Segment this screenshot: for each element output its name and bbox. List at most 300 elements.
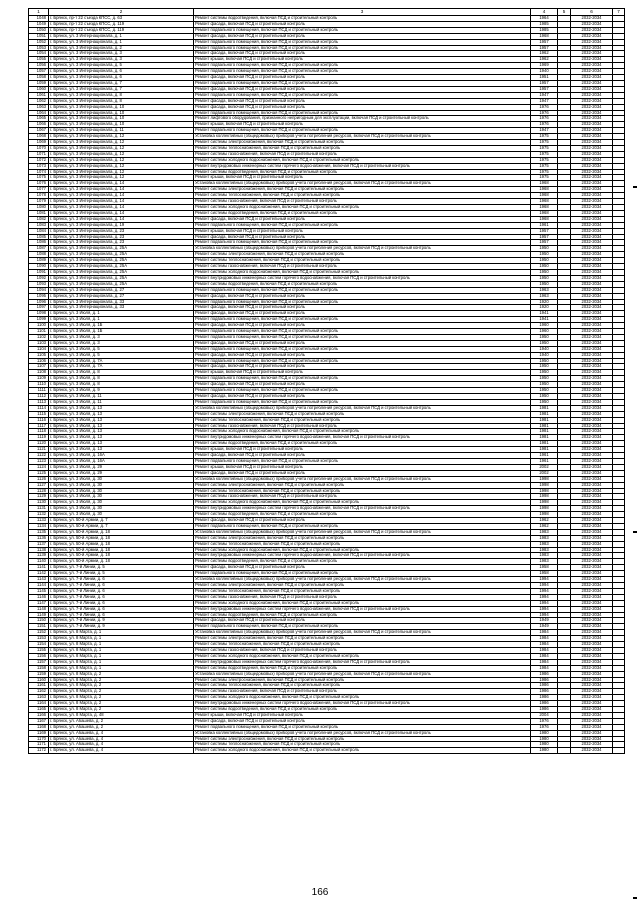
row-number-cell: 1089 xyxy=(29,258,49,264)
period-cell: 2032-2034 xyxy=(571,140,613,146)
year-cell: 1976 xyxy=(531,724,558,730)
row-number-cell: 1080 xyxy=(29,205,49,211)
row-number-cell: 1140 xyxy=(29,559,49,565)
address-cell: г. Брянск, ул. Абашева, д. 4 xyxy=(49,730,194,736)
year-cell: 1981 xyxy=(531,435,558,441)
period-cell: 2032-2034 xyxy=(571,370,613,376)
row-number-cell: 1168 xyxy=(29,724,49,730)
address-cell: г. Брянск, ул. 8 Марта, д. 1 xyxy=(49,659,194,665)
row-number-cell: 1079 xyxy=(29,199,49,205)
period-cell: 2032-2034 xyxy=(571,240,613,246)
address-cell: г. Брянск, ул. 3 Интернационала, д. 10 xyxy=(49,104,194,110)
row-number-cell: 1092 xyxy=(29,275,49,281)
period-cell: 2032-2034 xyxy=(571,494,613,500)
address-cell: г. Брянск, ул. 3 Интернационала, д. 10 xyxy=(49,110,194,116)
address-cell: г. Брянск, ул. 50-й Армии, д. 18 xyxy=(49,529,194,535)
row-number-cell: 1074 xyxy=(29,169,49,175)
empty-cell xyxy=(558,748,571,754)
address-cell: г. Брянск, ул. 7-й Линии, д. 6 xyxy=(49,588,194,594)
year-cell: 1986 xyxy=(531,695,558,701)
period-cell: 2032-2034 xyxy=(571,246,613,252)
address-cell: г. Брянск, ул. 3 Интернационала, д. 14 xyxy=(49,210,194,216)
column-header-number: 1 xyxy=(29,9,49,16)
address-cell: г. Брянск, ул. Абашева, д. 2 xyxy=(49,718,194,724)
register-table-container xyxy=(28,8,624,754)
row-number-cell: 1101 xyxy=(29,329,49,335)
period-cell: 2032-2034 xyxy=(571,730,613,736)
year-cell: 1998 xyxy=(531,476,558,482)
row-number-cell: 1090 xyxy=(29,264,49,270)
period-cell: 2032-2034 xyxy=(571,707,613,713)
period-cell: 2032-2034 xyxy=(571,187,613,193)
year-cell: 1986 xyxy=(531,683,558,689)
year-cell: 1960 xyxy=(531,329,558,335)
year-cell: 1950 xyxy=(531,264,558,270)
year-cell: 1975 xyxy=(531,163,558,169)
row-number-cell: 1147 xyxy=(29,600,49,606)
year-cell: 1920 xyxy=(531,299,558,305)
period-cell: 2032-2034 xyxy=(571,293,613,299)
work-type-cell: Ремонт крыши, включая ПСД и строительный контроль xyxy=(194,228,531,234)
period-cell: 2032-2034 xyxy=(571,724,613,730)
year-cell: 1962 xyxy=(531,518,558,524)
period-cell: 2032-2034 xyxy=(571,488,613,494)
year-cell: 1950 xyxy=(531,394,558,400)
table-body xyxy=(29,16,625,754)
year-cell: 1940 xyxy=(531,69,558,75)
address-cell: г. Брянск, ул. 3 Июля, д. 30 xyxy=(49,476,194,482)
work-type-cell: Ремонт системы холодного водоснабжения, включая ПСД и строительный контроль xyxy=(194,429,531,435)
period-cell: 2032-2034 xyxy=(571,441,613,447)
address-cell: г. Брянск, ул. 3 Интернационала, д. 12 xyxy=(49,140,194,146)
period-cell: 2032-2034 xyxy=(571,252,613,258)
year-cell: 1998 xyxy=(531,512,558,518)
address-cell: г. Брянск, ул. 3 Интернационала, д. 3 xyxy=(49,51,194,57)
address-cell: г. Брянск, пр-т 22 съезда КПСС, д. 119 xyxy=(49,27,194,33)
table-row xyxy=(29,748,625,754)
margin-mark xyxy=(633,186,637,188)
period-cell: 2032-2034 xyxy=(571,205,613,211)
period-cell: 2032-2034 xyxy=(571,399,613,405)
row-number-cell: 1107 xyxy=(29,364,49,370)
address-cell: г. Брянск, ул. 8 Марта, д. 1 xyxy=(49,636,194,642)
year-cell: 1998 xyxy=(531,488,558,494)
period-cell: 2032-2034 xyxy=(571,482,613,488)
row-number-cell: 1128 xyxy=(29,488,49,494)
year-cell: 1950 xyxy=(531,358,558,364)
year-cell: 1958 xyxy=(531,565,558,571)
period-cell: 2032-2034 xyxy=(571,21,613,27)
period-cell: 2032-2034 xyxy=(571,388,613,394)
address-cell: г. Брянск, ул. 3 Интернационала, д. 11 xyxy=(49,128,194,134)
register-table xyxy=(28,8,625,754)
period-cell: 2032-2034 xyxy=(571,541,613,547)
row-number-cell: 1093 xyxy=(29,281,49,287)
address-cell: г. Брянск, ул. 3 Интернационала, д. 12 xyxy=(49,175,194,181)
year-cell: 1968 xyxy=(531,193,558,199)
year-cell: 1964 xyxy=(531,16,558,22)
work-type-cell: Ремонт системы электроснабжения, включая ПСД и строительный контроль xyxy=(194,187,531,193)
address-cell: г. Брянск, ул. 3 Интернационала, д. 6 xyxy=(49,75,194,81)
address-cell: г. Брянск, ул. 3 Интернационала, д. 25А xyxy=(49,246,194,252)
work-type-cell: Ремонт системы водоотведения, включая ПСД и строительный контроль xyxy=(194,665,531,671)
row-number-cell: 1077 xyxy=(29,187,49,193)
row-number-cell: 1051 xyxy=(29,33,49,39)
row-number-cell: 1137 xyxy=(29,541,49,547)
period-cell: 2032-2034 xyxy=(571,447,613,453)
period-cell: 2032-2034 xyxy=(571,210,613,216)
address-cell: г. Брянск, ул. 3 Интернационала, д. 2 xyxy=(49,45,194,51)
work-type-cell: Ремонт фасада, включая ПСД и строительный контроль xyxy=(194,234,531,240)
row-number-cell: 1161 xyxy=(29,683,49,689)
period-cell: 2032-2034 xyxy=(571,636,613,642)
year-cell: 1998 xyxy=(531,506,558,512)
period-cell: 2032-2034 xyxy=(571,69,613,75)
work-type-cell: Ремонт фасада, включая ПСД и строительный контроль xyxy=(194,340,531,346)
address-cell: г. Брянск, ул. 3 Интернационала, д. 10 xyxy=(49,116,194,122)
row-number-cell: 1144 xyxy=(29,583,49,589)
address-cell: г. Брянск, ул. 3 Интернационала, д. 3 xyxy=(49,57,194,63)
row-number-cell: 1110 xyxy=(29,382,49,388)
period-cell: 2032-2034 xyxy=(571,630,613,636)
row-number-cell: 1050 xyxy=(29,27,49,33)
address-cell: г. Брянск, ул. 3 Интернационала, д. 25А xyxy=(49,275,194,281)
work-type-cell: Ремонт внутридомовых инженерных систем горячего водоснабжения, включая ПСД и строительный контроль xyxy=(194,606,531,612)
year-cell: 1968 xyxy=(531,210,558,216)
work-type-cell: Ремонт системы водоотведения, включая ПСД и строительный контроль xyxy=(194,169,531,175)
row-number-cell: 1162 xyxy=(29,689,49,695)
address-cell: г. Брянск, ул. 3 Июля, д. 30 xyxy=(49,482,194,488)
period-cell: 2032-2034 xyxy=(571,394,613,400)
address-cell: г. Брянск, ул. 3 Интернационала, д. 7 xyxy=(49,86,194,92)
work-type-cell: Ремонт системы газоснабжения, включая ПСД и строительный контроль xyxy=(194,594,531,600)
address-cell: г. Брянск, ул. 3 Интернационала, д. 25А xyxy=(49,264,194,270)
period-cell: 2032-2034 xyxy=(571,695,613,701)
period-cell: 2032-2034 xyxy=(571,134,613,140)
address-cell: г. Брянск, ул. 50-й Армии, д. 18 xyxy=(49,541,194,547)
row-number-cell: 1126 xyxy=(29,476,49,482)
row-number-cell: 1068 xyxy=(29,134,49,140)
address-cell: г. Брянск, ул. 8 Марта, д. 2 xyxy=(49,689,194,695)
work-type-cell: Ремонт крыши, включая ПСД и строительный контроль xyxy=(194,122,531,128)
year-cell: 1976 xyxy=(531,110,558,116)
work-type-cell: Ремонт фасада, включая ПСД и строительный контроль xyxy=(194,293,531,299)
work-type-cell: Ремонт фасада, включая ПСД и строительный контроль xyxy=(194,216,531,222)
year-cell: 1981 xyxy=(531,441,558,447)
year-cell: 1985 xyxy=(531,27,558,33)
work-type-cell: Установка коллективных (общедомовых) приборов учета потребления ресурсов, включая ПСД и строительный контроль xyxy=(194,134,531,140)
address-cell: г. Брянск, ул. 3 Интернационала, д. 5 xyxy=(49,63,194,69)
address-cell: г. Брянск, ул. 3 Июля, д. 13 xyxy=(49,447,194,453)
year-cell: 1951 xyxy=(531,75,558,81)
address-cell: г. Брянск, ул. 3 Интернационала, д. 14 xyxy=(49,193,194,199)
row-number-cell: 1086 xyxy=(29,240,49,246)
work-type-cell: Ремонт фасада, включая ПСД и строительный контроль xyxy=(194,311,531,317)
year-cell: 1950 xyxy=(531,275,558,281)
row-number-cell: 1171 xyxy=(29,742,49,748)
period-cell: 2032-2034 xyxy=(571,742,613,748)
work-type-cell: Ремонт подвального помещения, включая ПСД и строительный контроль xyxy=(194,92,531,98)
row-number-cell: 1124 xyxy=(29,464,49,470)
period-cell: 2032-2034 xyxy=(571,305,613,311)
period-cell: 2032-2034 xyxy=(571,523,613,529)
period-cell: 2032-2034 xyxy=(571,470,613,476)
row-number-cell: 1057 xyxy=(29,69,49,75)
row-number-cell: 1166 xyxy=(29,712,49,718)
row-number-cell: 1129 xyxy=(29,494,49,500)
year-cell: 1984 xyxy=(531,659,558,665)
address-cell: г. Брянск, ул. 8 Марта, д. 2 xyxy=(49,671,194,677)
address-cell: г. Брянск, ул. 3 Интернационала, д. 14 xyxy=(49,181,194,187)
row-number-cell: 1119 xyxy=(29,435,49,441)
work-type-cell: Ремонт фасада, включая ПСД и строительный контроль xyxy=(194,394,531,400)
period-cell: 2032-2034 xyxy=(571,329,613,335)
year-cell: 1949 xyxy=(531,624,558,630)
period-cell: 2032-2034 xyxy=(571,287,613,293)
year-cell: 1984 xyxy=(531,665,558,671)
work-type-cell: Ремонт подвального помещения, включая ПСД и строительный контроль xyxy=(194,240,531,246)
year-cell: 1976 xyxy=(531,104,558,110)
row-number-cell: 1061 xyxy=(29,92,49,98)
row-number-cell: 1154 xyxy=(29,642,49,648)
address-cell: г. Брянск, ул. 3 Интернационала, д. 27 xyxy=(49,293,194,299)
work-type-cell: Ремонт подвального помещения, включая ПСД и строительный контроль xyxy=(194,299,531,305)
row-number-cell: 1156 xyxy=(29,653,49,659)
address-cell: г. Брянск, ул. 8 Марта, д. 2 xyxy=(49,707,194,713)
address-cell: г. Брянск, ул. 7-й Линии, д. 9 xyxy=(49,624,194,630)
year-cell: 1981 xyxy=(531,429,558,435)
period-cell: 2032-2034 xyxy=(571,86,613,92)
row-number-cell: 1125 xyxy=(29,470,49,476)
work-type-cell: Ремонт системы теплоснабжения, включая ПСД и строительный контроль xyxy=(194,193,531,199)
work-type-cell: Ремонт крыши, включая ПСД и строительный контроль xyxy=(194,57,531,63)
year-cell: 1976 xyxy=(531,122,558,128)
row-number-cell: 1055 xyxy=(29,57,49,63)
year-cell: 1984 xyxy=(531,653,558,659)
period-cell: 2032-2034 xyxy=(571,659,613,665)
address-cell: г. Брянск, ул. 8 Марта, д. 1 xyxy=(49,647,194,653)
row-number-cell: 1153 xyxy=(29,636,49,642)
year-cell: 1950 xyxy=(531,246,558,252)
margin-mark xyxy=(633,531,637,533)
work-type-cell: Ремонт подвального помещения, включая ПСД и строительный контроль xyxy=(194,523,531,529)
year-cell: 1960 xyxy=(531,323,558,329)
period-cell: 2032-2034 xyxy=(571,122,613,128)
row-number-cell: 1120 xyxy=(29,441,49,447)
year-cell: 1986 xyxy=(531,677,558,683)
work-type-cell: Ремонт внутридомовых инженерных систем горячего водоснабжения, включая ПСД и строительный контроль xyxy=(194,506,531,512)
address-cell: г. Брянск, ул. 8 Марта, д. 1 xyxy=(49,630,194,636)
header-row xyxy=(29,9,625,16)
year-cell: 1950 xyxy=(531,382,558,388)
row-number-cell: 1108 xyxy=(29,370,49,376)
address-cell: г. Брянск, ул. 3 Июля, д. 30 xyxy=(49,506,194,512)
address-cell: г. Брянск, ул. 3 Интернационала, д. 14 xyxy=(49,205,194,211)
period-cell: 2032-2034 xyxy=(571,559,613,565)
period-cell: 2032-2034 xyxy=(571,33,613,39)
work-type-cell: Ремонт системы водоотведения, включая ПСД и строительный контроль xyxy=(194,559,531,565)
address-cell: г. Брянск, ул. 3 Интернационала, д. 27 xyxy=(49,287,194,293)
year-cell: 1957 xyxy=(531,86,558,92)
work-type-cell: Ремонт крыши, включая ПСД и строительный контроль xyxy=(194,370,531,376)
year-cell: 1975 xyxy=(531,145,558,151)
period-cell: 2032-2034 xyxy=(571,553,613,559)
address-cell: г. Брянск, ул. 3 Июля, д. 8 xyxy=(49,376,194,382)
period-cell: 2032-2034 xyxy=(571,181,613,187)
period-cell: 2032-2034 xyxy=(571,417,613,423)
row-number-cell: 1143 xyxy=(29,577,49,583)
row-number-cell: 1141 xyxy=(29,565,49,571)
year-cell: 1950 xyxy=(531,269,558,275)
period-cell: 2032-2034 xyxy=(571,577,613,583)
address-cell: г. Брянск, ул. 8 Марта, д. 1 xyxy=(49,642,194,648)
work-type-cell: Ремонт системы холодного водоснабжения, включая ПСД и строительный контроль xyxy=(194,500,531,506)
period-cell: 2032-2034 xyxy=(571,352,613,358)
year-cell: 1950 xyxy=(531,334,558,340)
period-cell: 2032-2034 xyxy=(571,624,613,630)
year-cell: 1994 xyxy=(531,612,558,618)
period-cell: 2032-2034 xyxy=(571,27,613,33)
address-cell: г. Брянск, ул. 7-й Линии, д. 6 xyxy=(49,577,194,583)
period-cell: 2032-2034 xyxy=(571,712,613,718)
year-cell: 1994 xyxy=(531,583,558,589)
row-number-cell: 1109 xyxy=(29,376,49,382)
year-cell: 1963 xyxy=(531,293,558,299)
empty-cell xyxy=(613,748,625,754)
address-cell: г. Брянск, ул. 3 Июля, д. 11 xyxy=(49,394,194,400)
work-type-cell: Ремонт крыши, включая ПСД и строительный контроль xyxy=(194,447,531,453)
year-cell: 1980 xyxy=(531,736,558,742)
work-type-cell: Ремонт системы электроснабжения, включая ПСД и строительный контроль xyxy=(194,736,531,742)
address-cell: г. Брянск, ул. 7-й Линии, д. 5 xyxy=(49,571,194,577)
period-cell: 2032-2034 xyxy=(571,689,613,695)
row-number-cell: 1111 xyxy=(29,388,49,394)
address-cell: г. Брянск, ул. 3 Интернационала, д. 14 xyxy=(49,187,194,193)
address-cell: г. Брянск, ул. 8 Марта, д. 48 xyxy=(49,712,194,718)
year-cell: 1983 xyxy=(531,535,558,541)
year-cell: 1957 xyxy=(531,45,558,51)
row-number-cell: 1088 xyxy=(29,252,49,258)
work-type-cell: Ремонт крыши, включая ПСД и строительный контроль xyxy=(194,175,531,181)
address-cell: г. Брянск, ул. 3 Интернационала, д. 33 xyxy=(49,299,194,305)
row-number-cell: 1070 xyxy=(29,145,49,151)
address-cell: г. Брянск, ул. 7-й Линии, д. 6 xyxy=(49,600,194,606)
address-cell: г. Брянск, ул. 3 Интернационала, д. 1 xyxy=(49,33,194,39)
row-number-cell: 1132 xyxy=(29,512,49,518)
row-number-cell: 1145 xyxy=(29,588,49,594)
work-type-cell: Ремонт подвального помещения, включая ПСД и строительный контроль xyxy=(194,80,531,86)
row-number-cell: 1082 xyxy=(29,216,49,222)
year-cell: 1957 xyxy=(531,240,558,246)
address-cell: г. Брянск, ул. 3 Интернационала, д. 12 xyxy=(49,134,194,140)
work-type-cell: Ремонт фасада, включая ПСД и строительный контроль xyxy=(194,718,531,724)
period-cell: 2032-2034 xyxy=(571,612,613,618)
work-type-cell: Ремонт фасада, включая ПСД и строительный контроль xyxy=(194,453,531,459)
address-cell: г. Брянск, ул. 7-й Линии, д. 5 xyxy=(49,565,194,571)
period-cell: 2032-2034 xyxy=(571,736,613,742)
address-cell: г. Брянск, ул. 3 Июля, д. 1Б xyxy=(49,323,194,329)
address-cell: г. Брянск, ул. 8 Марта, д. 2 xyxy=(49,695,194,701)
column-header-col5: 5 xyxy=(558,9,571,16)
year-cell: 1950 xyxy=(531,364,558,370)
period-cell: 2032-2034 xyxy=(571,748,613,754)
work-type-cell: Ремонт системы холодного водоснабжения, включая ПСД и строительный контроль xyxy=(194,600,531,606)
year-cell: 1980 xyxy=(531,742,558,748)
address-cell: г. Брянск, ул. Абашева, д. 4 xyxy=(49,742,194,748)
address-cell: г. Брянск, ул. 3 Июля, д. 9 xyxy=(49,388,194,394)
work-type-cell: Ремонт фасада, включая ПСД и строительный контроль xyxy=(194,352,531,358)
row-number-cell: 1056 xyxy=(29,63,49,69)
row-number-cell: 1117 xyxy=(29,423,49,429)
work-type-cell: Ремонт системы холодного водоснабжения, включая ПСД и строительный контроль xyxy=(194,653,531,659)
period-cell: 2032-2034 xyxy=(571,228,613,234)
year-cell: 1962 xyxy=(531,57,558,63)
row-number-cell: 1085 xyxy=(29,234,49,240)
year-cell: 1957 xyxy=(531,39,558,45)
row-number-cell: 1155 xyxy=(29,647,49,653)
work-type-cell: Ремонт системы холодного водоснабжения, включая ПСД и строительный контроль xyxy=(194,157,531,163)
period-cell: 2032-2034 xyxy=(571,57,613,63)
year-cell: 1983 xyxy=(531,541,558,547)
row-number-cell: 1114 xyxy=(29,405,49,411)
period-cell: 2032-2034 xyxy=(571,45,613,51)
work-type-cell: Ремонт системы водоотведения, включая ПСД и строительный контроль xyxy=(194,707,531,713)
row-number-cell: 1076 xyxy=(29,181,49,187)
work-type-cell: Ремонт системы газоснабжения, включая ПСД и строительный контроль xyxy=(194,689,531,695)
work-type-cell: Ремонт системы электроснабжения, включая ПСД и строительный контроль xyxy=(194,411,531,417)
address-cell: г. Брянск, ул. 3 Интернационала, д. 10 xyxy=(49,122,194,128)
row-number-cell: 1053 xyxy=(29,45,49,51)
work-type-cell: Ремонт системы холодного водоснабжения, включая ПСД и строительный контроль xyxy=(194,748,531,754)
work-type-cell: Ремонт фасада, включая ПСД и строительный контроль xyxy=(194,98,531,104)
work-type-cell: Ремонт системы электроснабжения, включая ПСД и строительный контроль xyxy=(194,482,531,488)
address-cell: г. Брянск, ул. 3 Июля, д. 11 xyxy=(49,399,194,405)
row-number-cell: 1063 xyxy=(29,104,49,110)
year-cell: 1986 xyxy=(531,701,558,707)
work-type-cell: Ремонт системы электроснабжения, включая ПСД и строительный контроль xyxy=(194,535,531,541)
period-cell: 2032-2034 xyxy=(571,500,613,506)
address-cell: г. Брянск, ул. 3 Интернационала, д. 19 xyxy=(49,222,194,228)
year-cell: 1941 xyxy=(531,311,558,317)
period-cell: 2032-2034 xyxy=(571,547,613,553)
address-cell: г. Брянск, ул. 3 Июля, д. 16А xyxy=(49,453,194,459)
year-cell: 1969 xyxy=(531,63,558,69)
work-type-cell: Ремонт системы газоснабжения, включая ПСД и строительный контроль xyxy=(194,423,531,429)
address-cell: г. Брянск, ул. 7-й Линии, д. 9 xyxy=(49,618,194,624)
year-cell: 1986 xyxy=(531,707,558,713)
period-cell: 2032-2034 xyxy=(571,151,613,157)
row-number-cell: 1123 xyxy=(29,458,49,464)
address-cell: г. Брянск, ул. 3 Интернационала, д. 12 xyxy=(49,169,194,175)
address-cell: г. Брянск, ул. 3 Июля, д. 5 xyxy=(49,346,194,352)
period-cell: 2032-2034 xyxy=(571,275,613,281)
row-number-cell: 1100 xyxy=(29,323,49,329)
work-type-cell: Ремонт фасада, включая ПСД и строительный контроль xyxy=(194,565,531,571)
row-number-cell: 1065 xyxy=(29,116,49,122)
row-number-cell: 1103 xyxy=(29,340,49,346)
work-type-cell: Ремонт подвального помещения, включая ПСД и строительный контроль xyxy=(194,388,531,394)
period-cell: 2032-2034 xyxy=(571,346,613,352)
address-cell: г. Брянск, ул. 3 Июля, д. 29 xyxy=(49,470,194,476)
year-cell: 1976 xyxy=(531,718,558,724)
work-type-cell: Установка коллективных (общедомовых) приборов учета потребления ресурсов, включая ПСД и строительный контроль xyxy=(194,405,531,411)
row-number-cell: 1142 xyxy=(29,571,49,577)
year-cell: 1981 xyxy=(531,405,558,411)
period-cell: 2032-2034 xyxy=(571,718,613,724)
row-number-cell: 1073 xyxy=(29,163,49,169)
period-cell: 2032-2034 xyxy=(571,565,613,571)
margin-mark xyxy=(633,897,637,899)
